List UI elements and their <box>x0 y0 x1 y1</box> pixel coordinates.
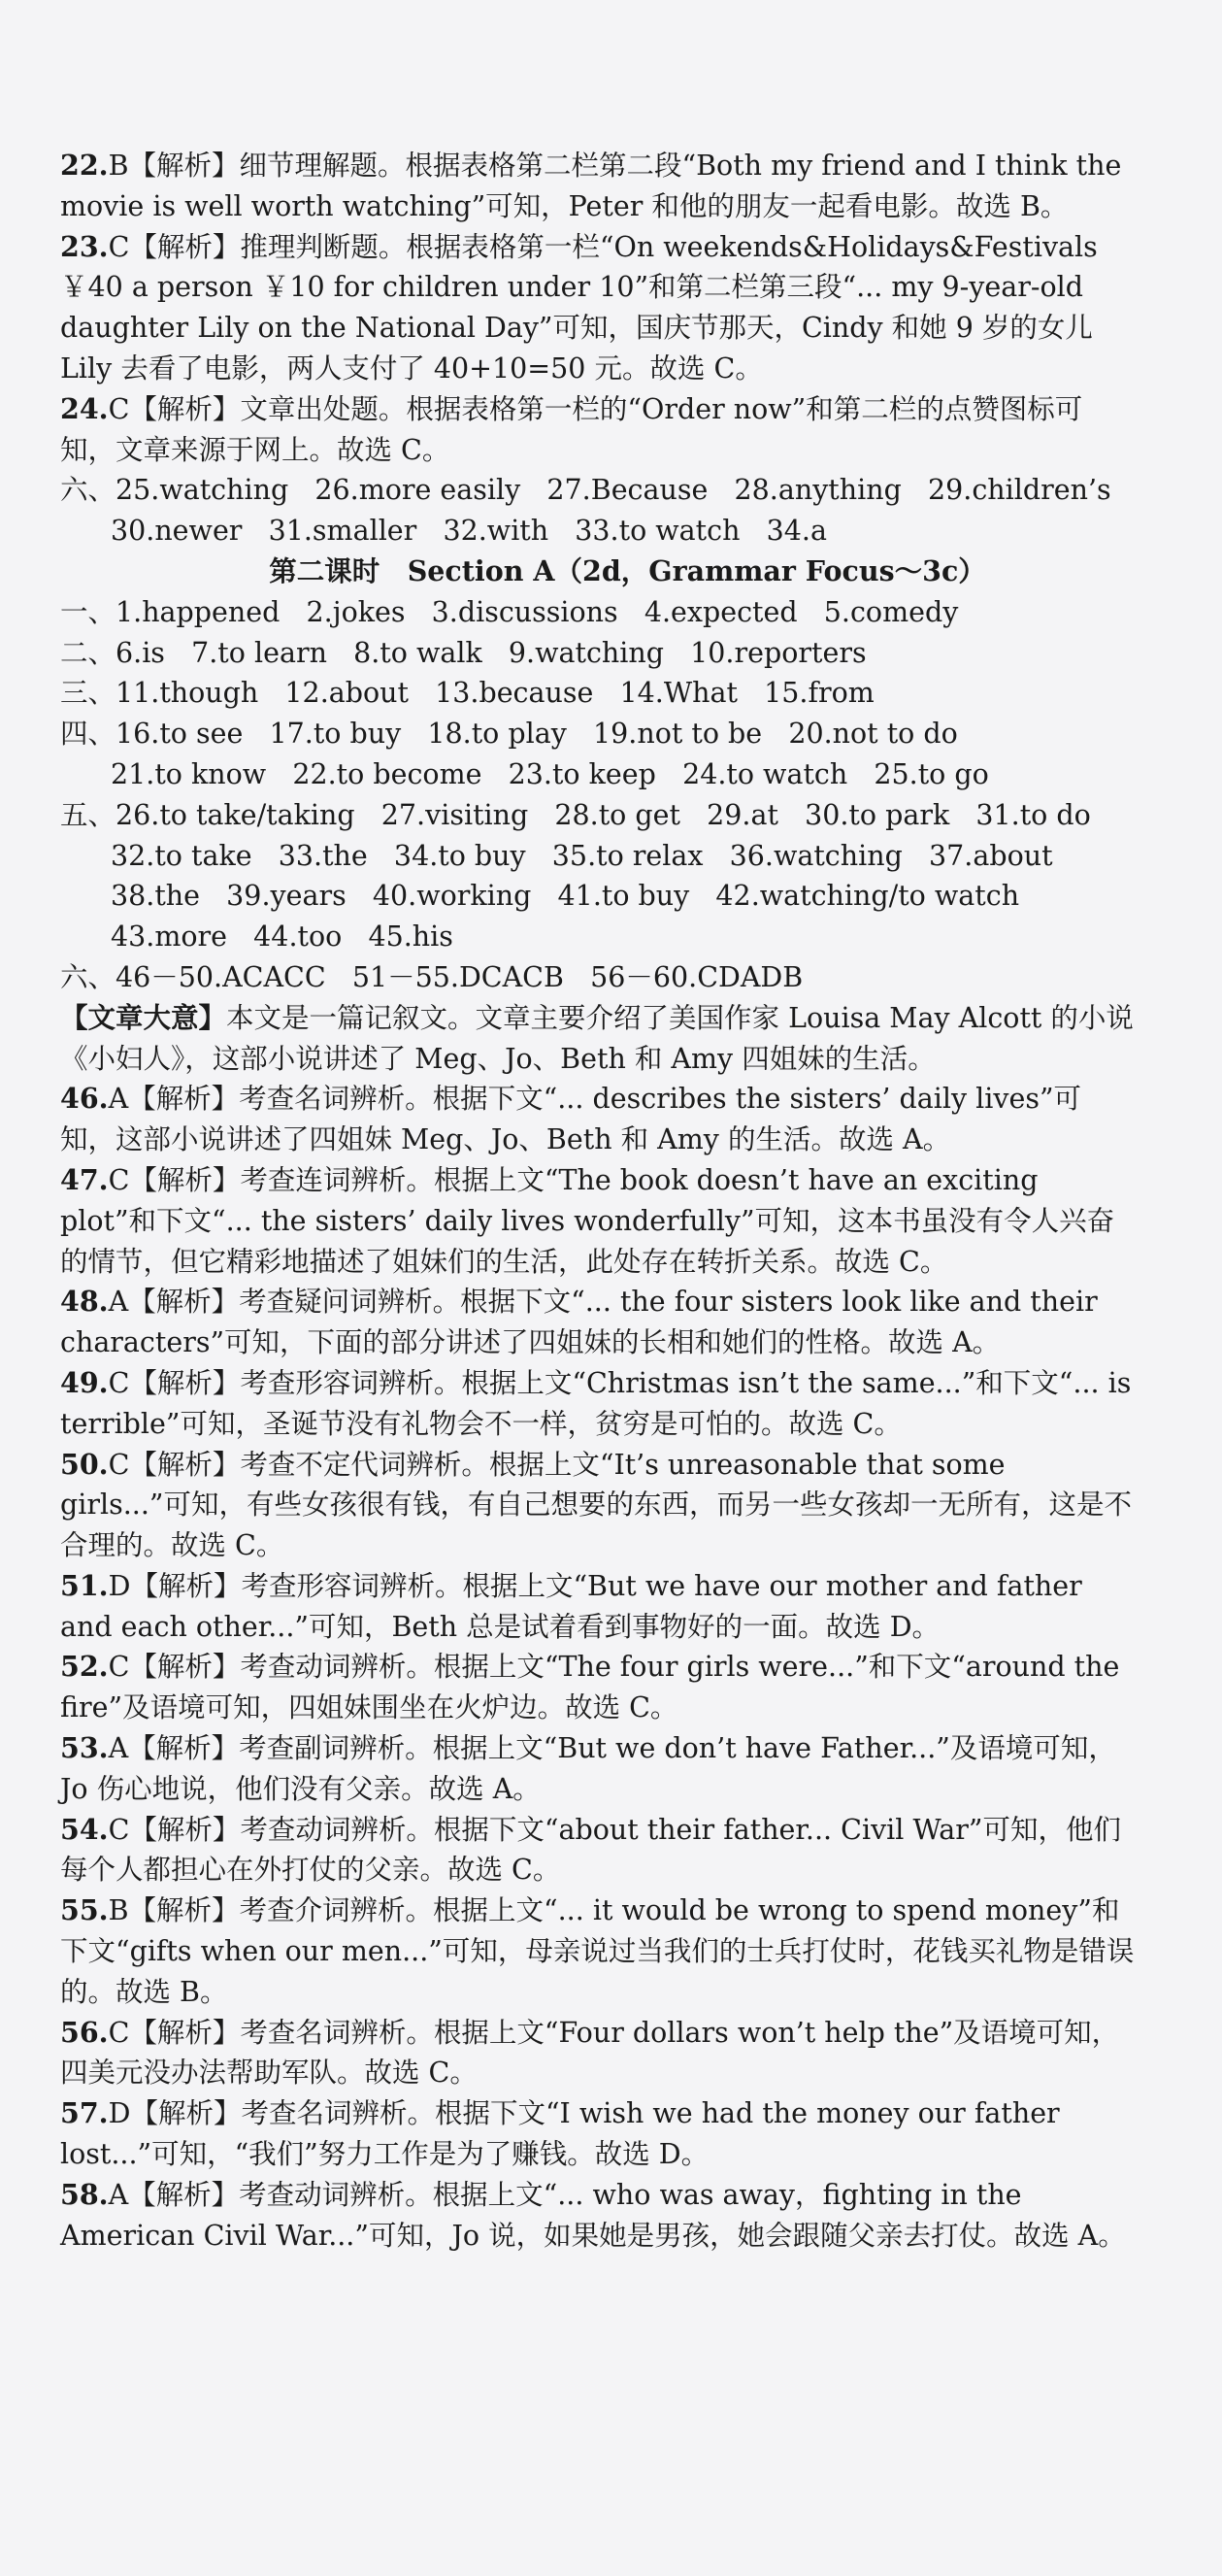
question-number: 58. <box>60 2177 109 2211</box>
explanation-text: A【解析】考查副词辨析。根据上文“But we don’t have Father...”及语境可知，Jo 伤心地说，他们没有父亲。故选 A。 <box>60 1732 1116 1805</box>
question-number: 51. <box>60 1568 109 1602</box>
answer-line: 三、11.though 12.about 13.because 14.What 15.from <box>60 677 875 710</box>
explanation-item <box>60 1445 1137 1566</box>
explanations-top <box>60 146 1137 470</box>
explanation-text: C【解析】考查动词辨析。根据上文“The four girls were...”和下文“around the fire”及语境可知，四姐妹围坐在火炉边。故选 C。 <box>60 1651 1120 1724</box>
explanation-item <box>60 1282 1137 1363</box>
explanation-item <box>60 1566 1137 1648</box>
explanation-text: A【解析】考查动词辨析。根据上文“... who was away，fighting in the American Civil War...”可知，Jo 说，如果她是男孩，她会跟随父亲去打仗。故选 A。 <box>60 2178 1126 2252</box>
explanation-text: C【解析】文章出处题。根据表格第一栏的“Order now”和第二栏的点赞图标可知，文章来源于网上。故选 C。 <box>60 392 1083 466</box>
answer-line: 32.to take 33.the 34.to buy 35.to relax 36.watching 37.about <box>111 839 1053 872</box>
explanation-text: D【解析】考查形容词辨析。根据上文“But we have our mother and father and each other...”可知，Beth 总是试着看到事物好的一面。故选 D。 <box>60 1569 1082 1643</box>
explanation-text: C【解析】考查名词辨析。根据上文“Four dollars won’t help the”及语境可知，四美元没办法帮助军队。故选 C。 <box>60 2016 1120 2090</box>
answer-line: 六、25.watching 26.more easily 27.Because 28.anything 29.children’s <box>60 474 1111 507</box>
explanation-text: C【解析】考查不定代词辨析。根据上文“It’s unreasonable that some girls...”可知，有些女孩很有钱，有自己想要的东西，而另一些女孩却一无所有，这是不合理的。故选 C。 <box>60 1448 1132 1562</box>
explanation-text: C【解析】考查动词辨析。根据下文“about their father... Civil War”可知，他们每个人都担心在外打仗的父亲。故选 C。 <box>60 1813 1121 1887</box>
answer-line: 一、1.happened 2.jokes 3.discussions 4.expected 5.comedy <box>60 595 959 628</box>
explanation-item <box>60 1363 1137 1445</box>
explanation-item <box>60 1647 1137 1728</box>
explanation-item <box>60 146 1137 227</box>
explanation-item <box>60 2093 1137 2175</box>
explanation-text: B【解析】细节理解题。根据表格第二栏第二段“Both my friend and I think the movie is well worth watching”可知，Peter 和他的朋友一起看电影。故选 B。 <box>60 150 1122 222</box>
section-title: 第二课时 Section A（2d，Grammar Focus～3c） <box>269 553 986 587</box>
explanation-item <box>60 389 1137 471</box>
answer-line: 43.more 44.too 45.his <box>111 920 453 953</box>
explanation-item <box>60 1810 1137 1891</box>
answer-line: 二、6.is 7.to learn 8.to walk 9.watching 10.reporters <box>60 636 867 669</box>
question-number: 56. <box>60 2015 109 2049</box>
question-number: 52. <box>60 1650 109 1684</box>
question-number: 24. <box>60 391 109 425</box>
explanation-text: A【解析】考查疑问词辨析。根据下文“... the four sisters look like and their characters”可知，下面的部分讲述了四姐妹的长相和她们的性格。故选 A。 <box>60 1286 1098 1359</box>
explanation-text: B【解析】考查介词辨析。根据上文“... it would be wrong to spend money”和下文“gifts when our men...”可知，母亲说过当我们的士兵打仗时，花钱买礼物是错误的。故选 B。 <box>60 1894 1135 2008</box>
answer-line: 21.to know 22.to become 23.to keep 24.to watch 25.to go <box>111 757 989 790</box>
question-number: 49. <box>60 1365 109 1399</box>
explanations-bottom <box>60 1079 1137 2256</box>
answer-line: 38.the 39.years 40.working 41.to buy 42.watching/to watch <box>111 880 1020 913</box>
explanation-text: D【解析】考查名词辨析。根据下文“I wish we had the money our father lost...”可知，“我们”努力工作是为了赚钱。故选 D。 <box>60 2097 1060 2171</box>
explanation-item <box>60 227 1137 389</box>
question-number: 54. <box>60 1812 109 1846</box>
question-number: 22. <box>60 149 109 182</box>
explanation-text: A【解析】考查名词辨析。根据下文“... describes the sisters’ daily lives”可知，这部小说讲述了四姐妹 Meg、Jo、Beth 和 Amy 的生活。故选 A。 <box>60 1083 1082 1156</box>
explanation-item <box>60 2175 1137 2257</box>
article-summary <box>60 998 1137 1080</box>
explanation-text: C【解析】推理判断题。根据表格第一栏“On weekends&Holidays&Festivals ￥40 a person ￥10 for children under 10”和第二栏第三段“... my 9-year-old daughter Lily on the National Day”可知，国庆节那天，Cindy 和她 9 岁的女儿 Lily 去看了电影，两人支付了 40+10=50 元。故选 C。 <box>60 230 1098 385</box>
question-number: 50. <box>60 1447 109 1481</box>
explanation-item <box>60 1728 1137 1810</box>
explanation-item <box>60 1079 1137 1160</box>
summary-label: 【文章大意】 <box>60 1000 227 1034</box>
answer-lines <box>60 592 1137 998</box>
question-number: 48. <box>60 1285 109 1319</box>
question-number: 55. <box>60 1893 109 1927</box>
explanation-item <box>60 2013 1137 2094</box>
question-number: 57. <box>60 2096 109 2130</box>
explanation-item <box>60 1890 1137 2012</box>
question-number: 47. <box>60 1162 109 1196</box>
explanation-item <box>60 1160 1137 1282</box>
question-number: 46. <box>60 1082 109 1116</box>
explanation-text: C【解析】考查连词辨析。根据上文“The book doesn’t have an exciting plot”和下文“... the sisters’ daily lives wonderfully”可知，这本书虽没有令人兴奋的情节，但它精彩地描述了姐妹们的生活，此处存在转折关系。故选 C。 <box>60 1163 1115 1278</box>
summary-text: 本文是一篇记叙文。文章主要介绍了美国作家 Louisa May Alcott 的小说《小妇人》，这部小说讲述了 Meg、Jo、Beth 和 Amy 四姐妹的生活。 <box>60 1001 1134 1075</box>
question-number: 53. <box>60 1731 109 1765</box>
answer-line: 四、16.to see 17.to buy 18.to play 19.not to be 20.not to do <box>60 718 958 751</box>
explanation-text: C【解析】考查形容词辨析。根据上文“Christmas isn’t the same...”和下文“... is terrible”可知，圣诞节没有礼物会不一样，贫穷是可怕的。故选 C。 <box>60 1366 1132 1440</box>
answer-line: 30.newer 31.smaller 32.with 33.to watch 34.a <box>111 515 827 548</box>
answer-line: 六、46－50.ACACC 51－55.DCACB 56－60.CDADB <box>60 960 804 993</box>
answer-line: 五、26.to take/taking 27.visiting 28.to get 29.at 30.to park 31.to do <box>60 798 1091 831</box>
question-number: 23. <box>60 229 109 263</box>
part-six-first <box>60 470 1137 552</box>
